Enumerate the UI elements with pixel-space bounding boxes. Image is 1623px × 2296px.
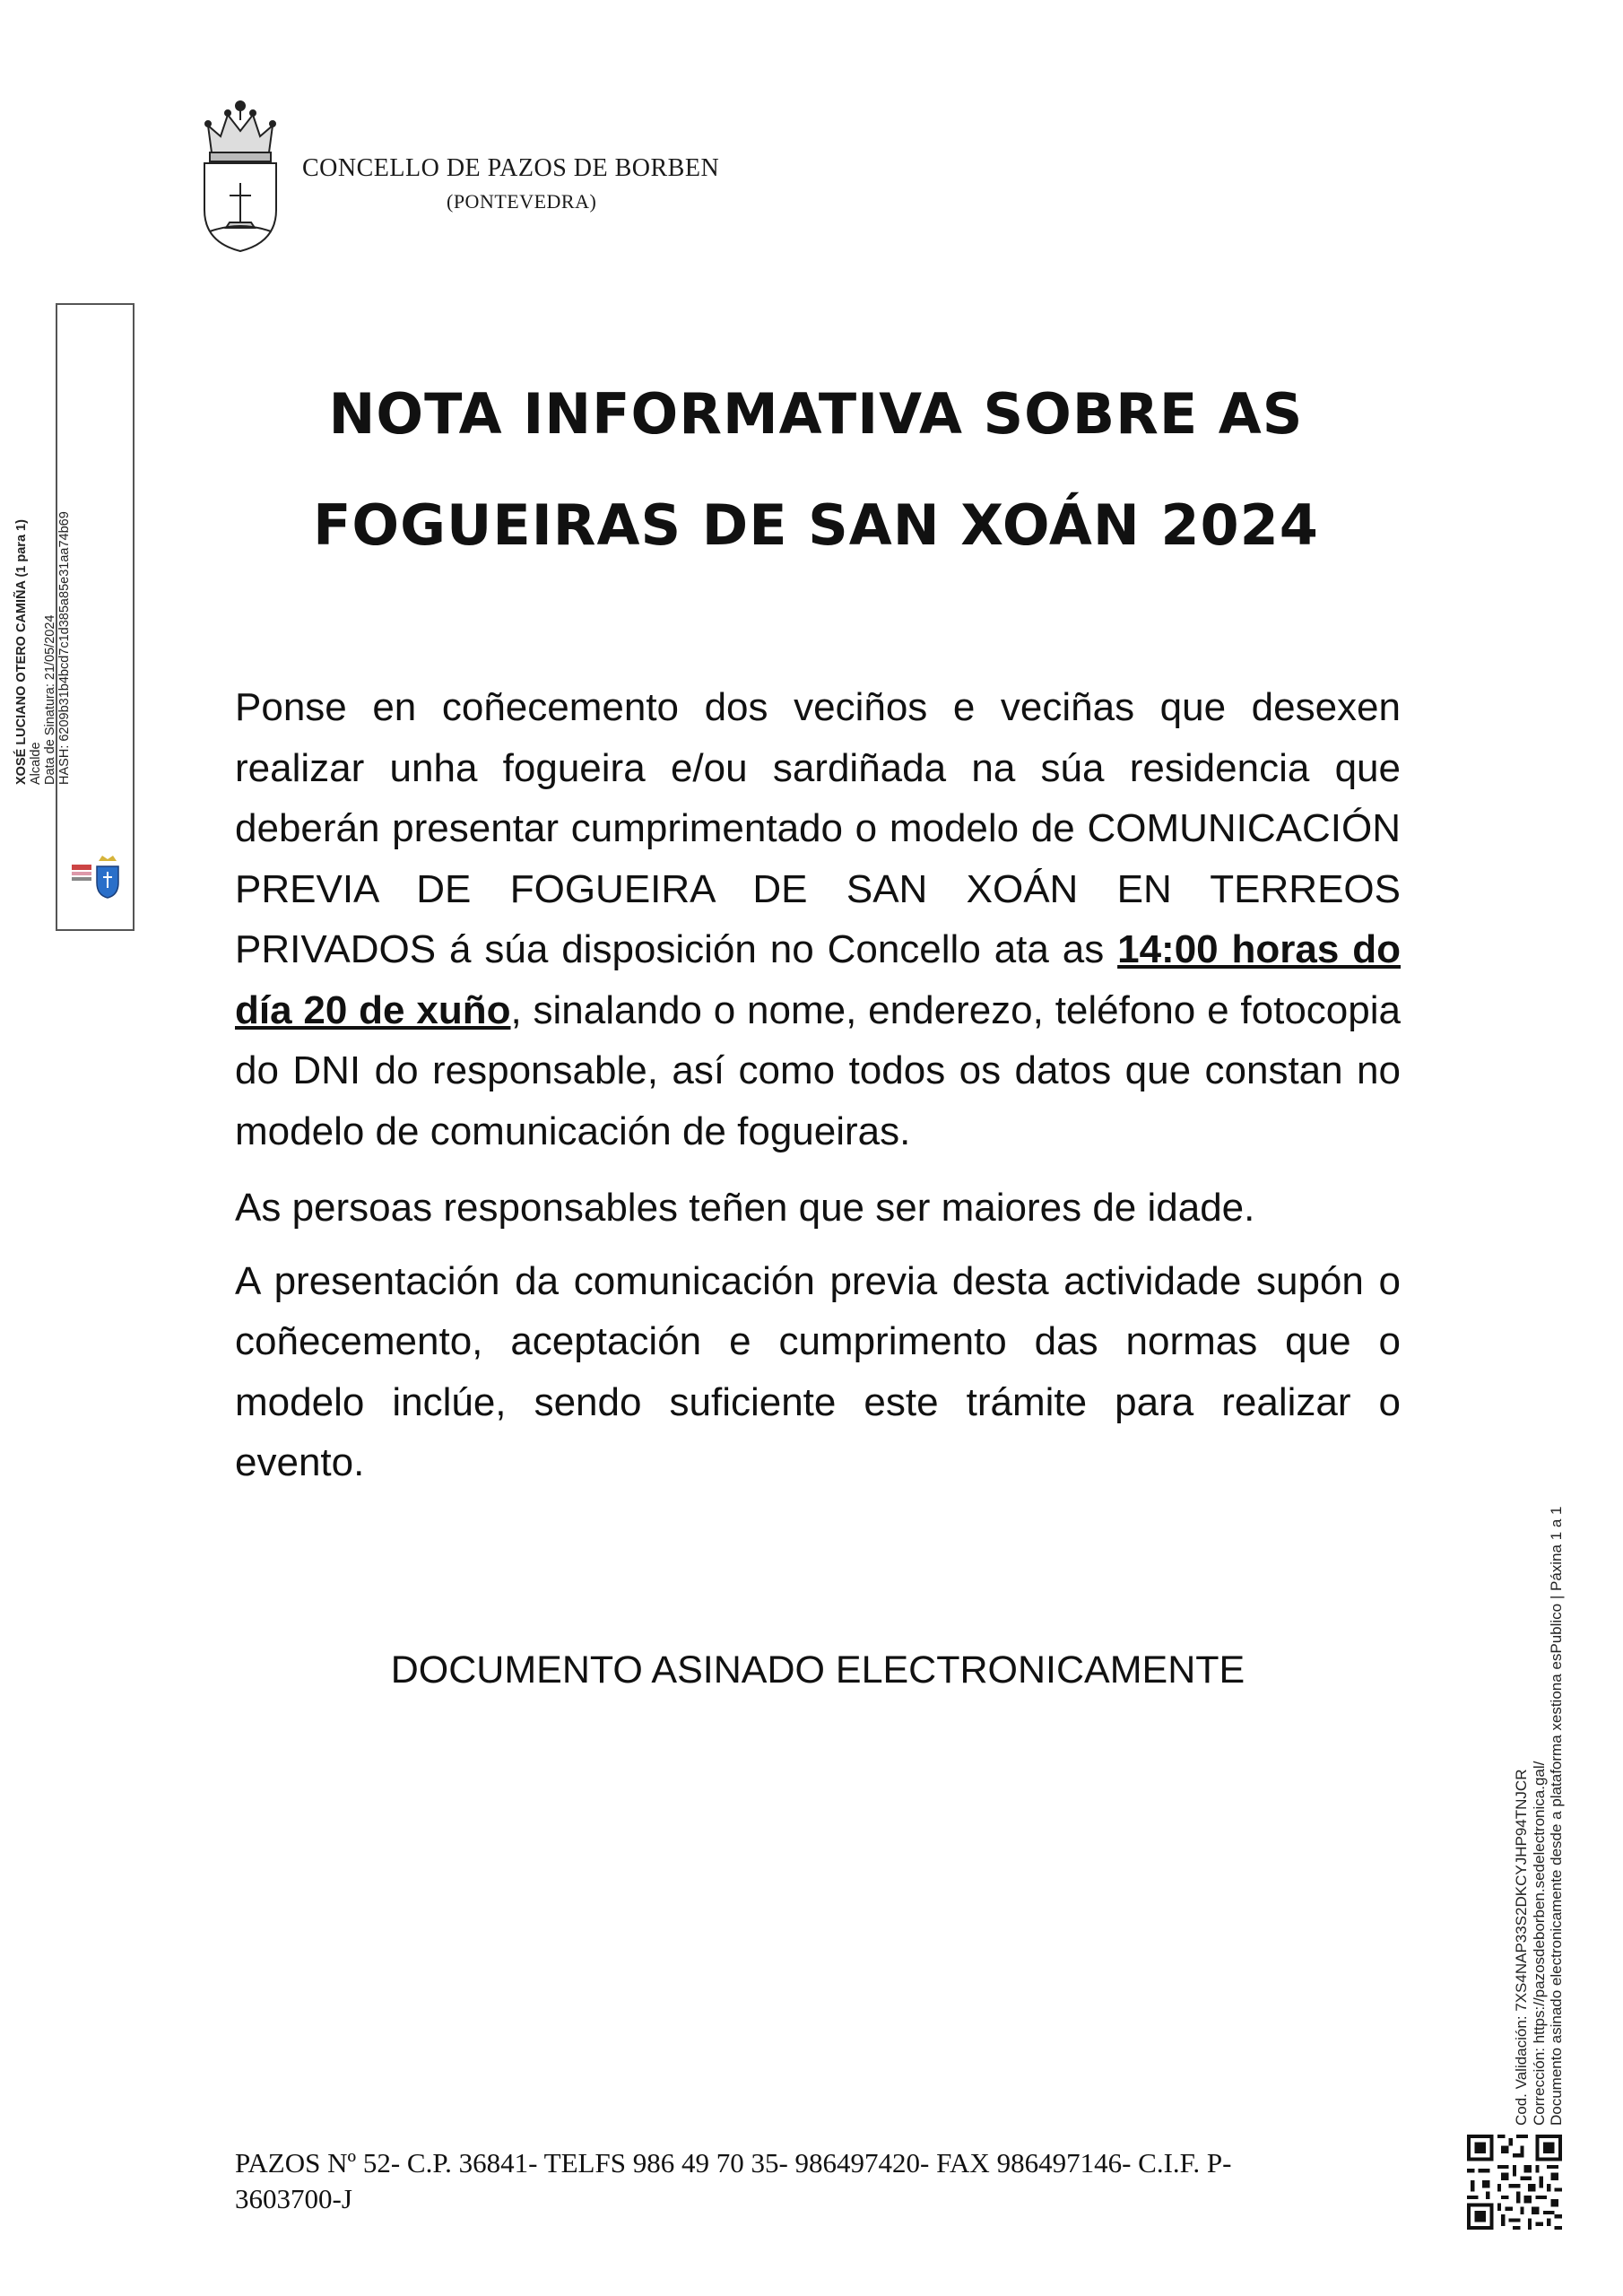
signature-date: Data de Sinatura: 21/05/2024 bbox=[43, 614, 57, 785]
municipal-crest-icon bbox=[199, 97, 282, 255]
signature-stamp-text bbox=[0, 283, 79, 785]
electronic-signature-notice: DOCUMENTO ASINADO ELECTRONICAMENTE bbox=[390, 1648, 1245, 1692]
signer-role: Alcalde bbox=[29, 742, 43, 785]
document-title bbox=[179, 359, 1453, 581]
footer-address: PAZOS Nº 52- C.P. 36841- TELFS 986 49 70 35- 986497420- FAX 986497146- C.I.F. P-3603700-J bbox=[235, 2147, 1232, 2214]
paragraph-1-start: Ponse en coñecemento dos veciños e veciñas que desexen realizar unha fogueira e/ou sardiñada na súa residencia que deberán presentar cumprimentado o modelo de COMUNICACIÓN PREVIA DE FOGUEIRA DE SAN XOÁN EN TERREOS PRIVADOS á súa disposición no Concello ata as bbox=[235, 685, 1401, 971]
validation-platform: Documento asinado electronicamente desde a plataforma xestiona esPublico | Páxina 1 a 1 bbox=[1548, 1506, 1565, 2126]
signature-hash: HASH: 6209b31b4bcd7c1d385a85e31aa74b69 bbox=[57, 511, 72, 785]
deadline-highlight: 14:00 horas do día 20 de xuño bbox=[235, 927, 1401, 1032]
organization-province: (PONTEVEDRA) bbox=[447, 190, 597, 213]
validation-code: Cod. Validación: 7XS4NAP33S2DKCYJHP94TNJCR bbox=[1513, 1769, 1530, 2126]
qr-code-icon bbox=[1467, 2135, 1562, 2230]
signer-name: XOSÉ LUCIANO OTERO CAMIÑA (1 para 1) bbox=[14, 519, 29, 785]
validation-url: Corrección: https://pazosdeborben.sedelectronica.gal/ bbox=[1530, 1761, 1548, 2126]
municipal-seal-icon bbox=[72, 852, 122, 899]
title-line-2: FOGUEIRAS DE SAN XOÁN 2024 bbox=[313, 492, 1319, 558]
document-body bbox=[235, 677, 1401, 1506]
paragraph-2: As persoas responsables teñen que ser maiores de idade. bbox=[235, 1186, 1255, 1230]
paragraph-1 bbox=[235, 677, 1401, 1161]
organization-name: CONCELLO DE PAZOS DE BORBEN bbox=[302, 154, 720, 182]
paragraph-1-end: , sinalando o nome, enderezo, teléfono e fotocopia do DNI do responsable, así como todos os datos que constan no modelo de comunicación de fogueiras. bbox=[235, 987, 1401, 1153]
paragraph-3: A presentación da comunicación previa desta actividade supón o coñecemento, aceptación e cumprimento das normas que o modelo inclúe, sendo suficiente este trámite para realizar o evento. bbox=[235, 1258, 1401, 1484]
validation-text bbox=[1513, 1444, 1593, 2126]
title-line-1: NOTA INFORMATIVA SOBRE AS bbox=[328, 381, 1304, 447]
